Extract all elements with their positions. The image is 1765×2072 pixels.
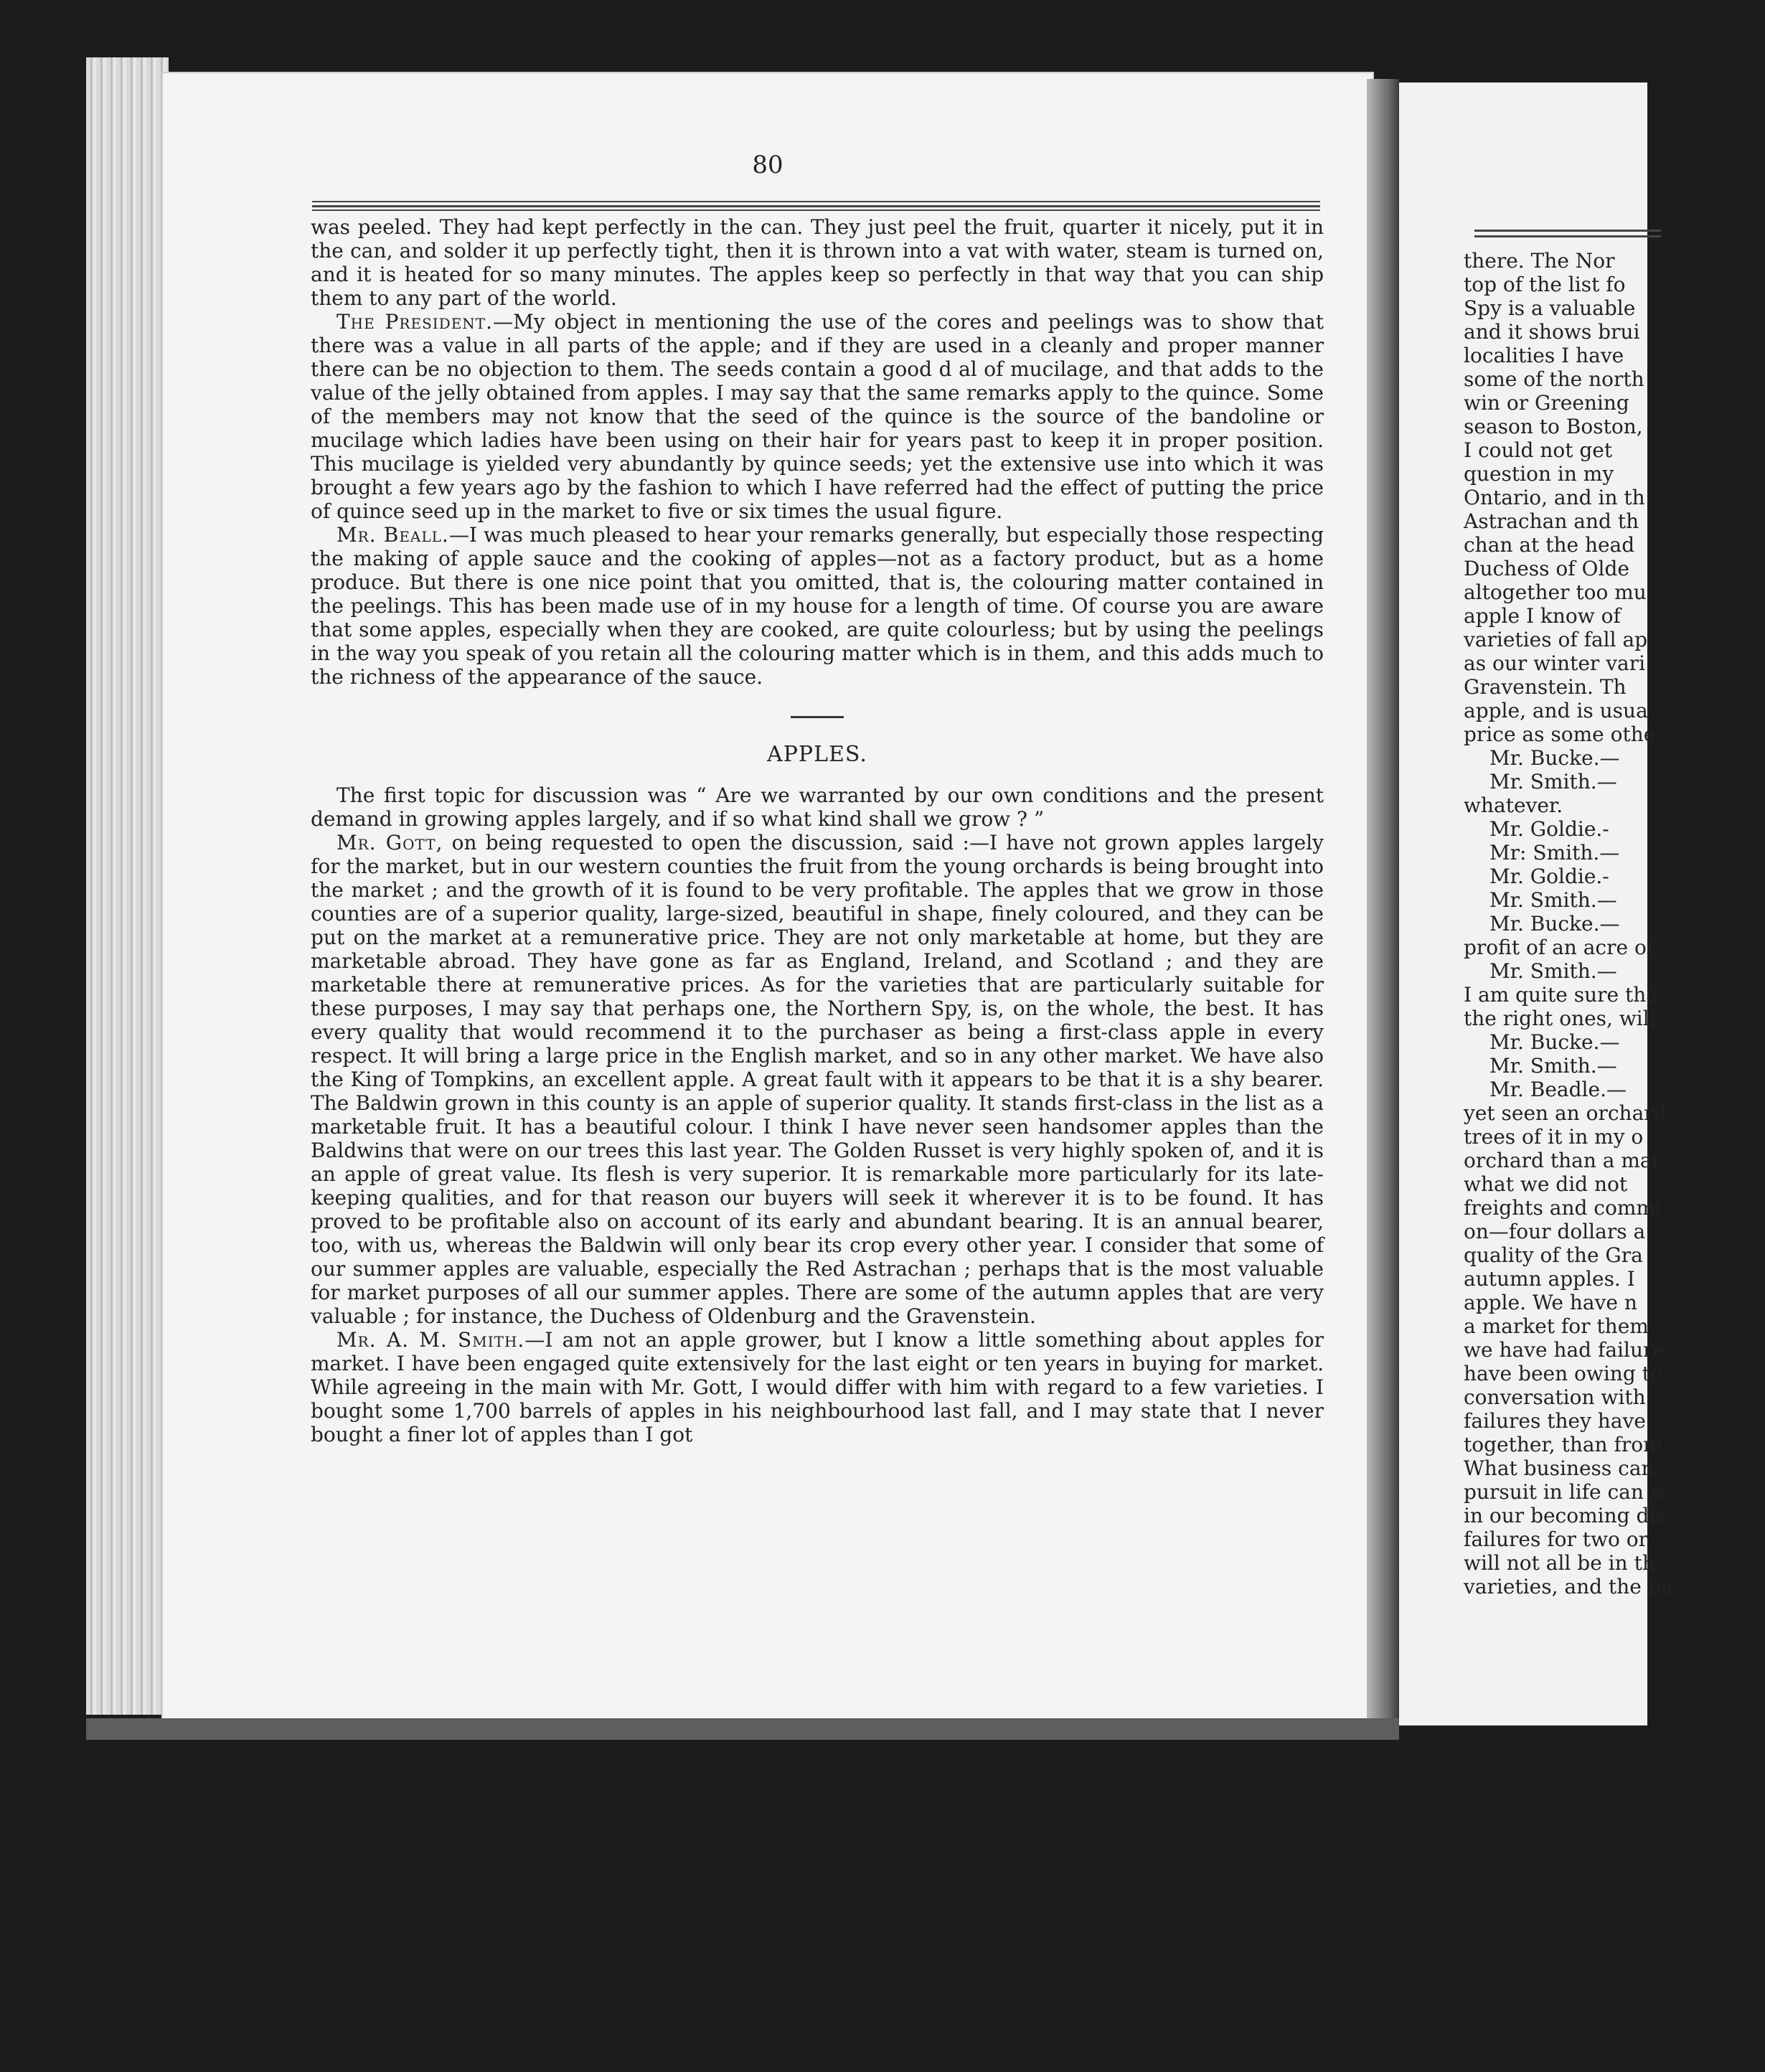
section-heading: APPLES. [767,742,867,767]
right-page-line: altogether too mu [1464,580,1647,604]
right-page-line: freights and commi [1464,1196,1662,1220]
paragraph-beall [311,523,1324,689]
header-rule [1474,235,1661,237]
right-page-line: will not all be in th [1464,1551,1655,1575]
right-page-line: Mr. Bucke.— [1489,912,1620,936]
header-rule [312,201,1320,202]
right-page-line: failures for two or [1464,1527,1648,1551]
header-rule [312,209,1320,211]
right-page-line: yet seen an orchard [1464,1101,1667,1125]
right-page-line: as our winter vari [1464,651,1646,675]
right-page-line: apple, and is usua [1464,699,1648,722]
right-page-line: Mr. Goldie.- [1489,817,1609,841]
right-page-line: localities I have [1464,344,1624,367]
right-page-line: the right ones, will [1464,1007,1656,1030]
right-page-line: varieties, and the ba [1464,1575,1673,1598]
right-page-line: Mr. Bucke.— [1489,1030,1620,1054]
page-stack-edges [86,57,169,1715]
right-page-line: chan at the head [1464,533,1635,557]
paragraph: was peeled. They had kept perfectly in the can. They just peel the fruit, quarter it nicely, put it in the can, and solder it up perfectly tight, then it is thrown into a vat with water, steam is turned on, and it is heated for so many minutes. The apples keep so perfectly in that way that you can ship them to any part of the world. [311,215,1324,310]
right-page-line: orchard than a mar [1464,1149,1662,1172]
speech-text: —I was much pleased to hear your remarks generally, but especially those respecting the making of apple sauce and the cooking of apples—not as a factory product, but as a home produce. But there is one nice point that you omitted, that is, the colouring matter contained in the peelings. This has been made use of in my house for a length of time. Of course you are aware that some apples, especially when they are cooked, are quite colourless; but by using the peelings in the way you speak of you retain all the colouring matter which is in them, and this adds much to the richness of the appearance of the sauce. [311,523,1324,689]
right-page-line: quality of the Gra [1464,1243,1643,1267]
right-page-line: and it shows brui [1464,320,1640,344]
right-page-line: in our becoming dis [1464,1504,1666,1527]
paragraph-topic: The first topic for discussion was “ Are we warranted by our own conditions and the present demand in growing apples largely, and if so what kind shall we grow ? ” [311,783,1324,831]
speech-text: on being requested to open the discussion, said :—I have not grown apples largely for the market, but in our western counties the fruit from the young orchards is being brought into the market ; and the growth of it is found to be very profitable. The apples that we grow in those counties are of a superior quality, large-sized, beautiful in shape, finely coloured, and they can be put on the market at a remunerative price. They are not only marketable at home, but they are marketable abroad. They have gone as far as England, Ireland, and Scotland ; and they are marketable there at remunerative prices. As for the varieties that are particularly suitable for these purposes, I may say that perhaps one, the Northern Spy, is, on the whole, the best. It has every quality that would recommend it to the purchaser as being a first-class apple in every respect. It will bring a large price in the English market, and so in any other market. We have also the King of Tompkins, an excellent apple. A great fault with it appears to be that it is a shy bearer. The Baldwin grown in this county is an apple of superior quality. It stands first-class in the list as a marketable fruit. It has a beautiful colour. I think I have never seen handsomer apples than the Baldwins that were on our trees this last year. The Golden Russet is very highly spoken of, and it is an apple of great value. Its flesh is very superior. It is remarkable more particularly for its late-keeping qualities, and for that reason our buyers will seek it wherever it is to be found. It has proved to be profitable also on account of its early and abundant bearing. It is an annual bearer, too, with us, whereas the Baldwin will only bear its crop every other year. I consider that some of our summer apples are valuable, especially the Red Astrachan ; perhaps that is the most valuable for market purposes of all our summer apples. There are some of the autumn apples that are very valuable ; for instance, the Duchess of Oldenburg and the Gravenstein. [311,831,1324,1328]
book-gutter [1367,79,1399,1722]
right-page-line: Mr. Smith.— [1489,1054,1617,1078]
right-page-line: a market for them [1464,1314,1649,1338]
right-page-line: have been owing to [1464,1362,1662,1385]
header-rule [312,205,1320,207]
page-body [311,215,1324,1446]
paragraph-president [311,310,1324,523]
right-page-line: Astrachan and th [1464,509,1639,533]
right-page-line: Gravenstein. Th [1464,675,1627,699]
right-page-line: on—four dollars a [1464,1220,1646,1243]
right-page-line: conversation with [1464,1385,1646,1409]
right-page-line: Mr: Smith.— [1489,841,1620,865]
right-page-line: Duchess of Olde [1464,557,1629,580]
right-page-line: Mr. Smith.— [1489,888,1617,912]
page-number: 80 [752,151,783,179]
speaker-name: Mr. A. M. Smith. [336,1328,525,1352]
right-page-line: profit of an acre of [1464,936,1655,959]
right-page-line: trees of it in my o [1464,1125,1644,1149]
right-page-line: Ontario, and in th [1464,486,1645,509]
right-page-line: what we did not [1464,1172,1628,1196]
header-rule [1474,230,1661,232]
right-page-line: there. The Nor [1464,249,1615,273]
speech-text: —I am not an apple grower, but I know a little something about apples for market. I have been engaged quite extensively for the last eight or ten years in buying for market. While agreeing in the main with Mr. Gott, I would differ with him with regard to a few varieties. I bought some 1,700 barrels of apples in his neighbourhood last fall, and I may state that I never bought a finer lot of apples than I got [311,1328,1324,1446]
right-page-line: What business can [1464,1456,1655,1480]
speech-text: —My object in mentioning the use of the cores and peelings was to show that there was a value in all parts of the apple; and if they are used in a cleanly and proper manner there can be no objection to them. The seeds contain a good d al of mucilage, and that adds to the value of the jelly obtained from apples. I may say that the same remarks apply to the quince. Some of the members may not know that the seed of the quince is the source of the bandoline or mucilage which ladies have been using on their hair for years past to keep it in proper position. This mucilage is yielded very abundantly by quince seeds; yet the extensive use into which it was brought a few years ago by the fashion to which I have referred had the effect of putting the price of quince seed up in the market to five or six times the usual figure. [311,310,1324,523]
right-page-body [1464,249,1765,1598]
right-page [1399,83,1673,1725]
paragraph-smith [311,1328,1324,1446]
right-page-line: some of the north [1464,367,1644,391]
left-page [161,72,1374,1722]
right-page-line: varieties of fall ap [1464,628,1648,651]
right-page-line: together, than from [1464,1433,1662,1456]
right-page-line: autumn apples. I [1464,1267,1635,1291]
right-page-line: season to Boston, [1464,415,1643,438]
right-page-line: I am quite sure tha [1464,983,1658,1007]
right-page-line: failures they have [1464,1409,1646,1433]
right-page-line: Mr. Bucke.— [1489,746,1620,770]
right-page-line: Spy is a valuable [1464,296,1636,320]
right-page-line: Mr. Goldie.- [1489,865,1609,888]
right-page-line: apple I know of [1464,604,1621,628]
right-page-line: whatever. [1464,794,1563,817]
speaker-name: Mr. Gott, [336,831,443,854]
right-page-line: win or Greening [1464,391,1629,415]
right-page-line: Mr. Smith.— [1489,770,1617,794]
right-page-line: pursuit in life can w [1464,1480,1667,1504]
right-page-line: I could not get [1464,438,1613,462]
right-page-line: top of the list fo [1464,273,1626,296]
right-page-line: question in my [1464,462,1614,486]
speaker-name: Mr. Beall. [336,523,449,547]
right-page-line: Mr. Smith.— [1489,959,1617,983]
right-page-line: Mr. Beadle.— [1489,1078,1627,1101]
right-page-line: we have had failure [1464,1338,1665,1362]
right-page-line: apple. We have n [1464,1291,1637,1314]
paragraph-gott [311,831,1324,1328]
page-bottom-edge [86,1718,1399,1740]
right-page-line: price as some othe [1464,722,1656,746]
section-separator [791,716,844,718]
speaker-name: The President. [336,310,494,334]
